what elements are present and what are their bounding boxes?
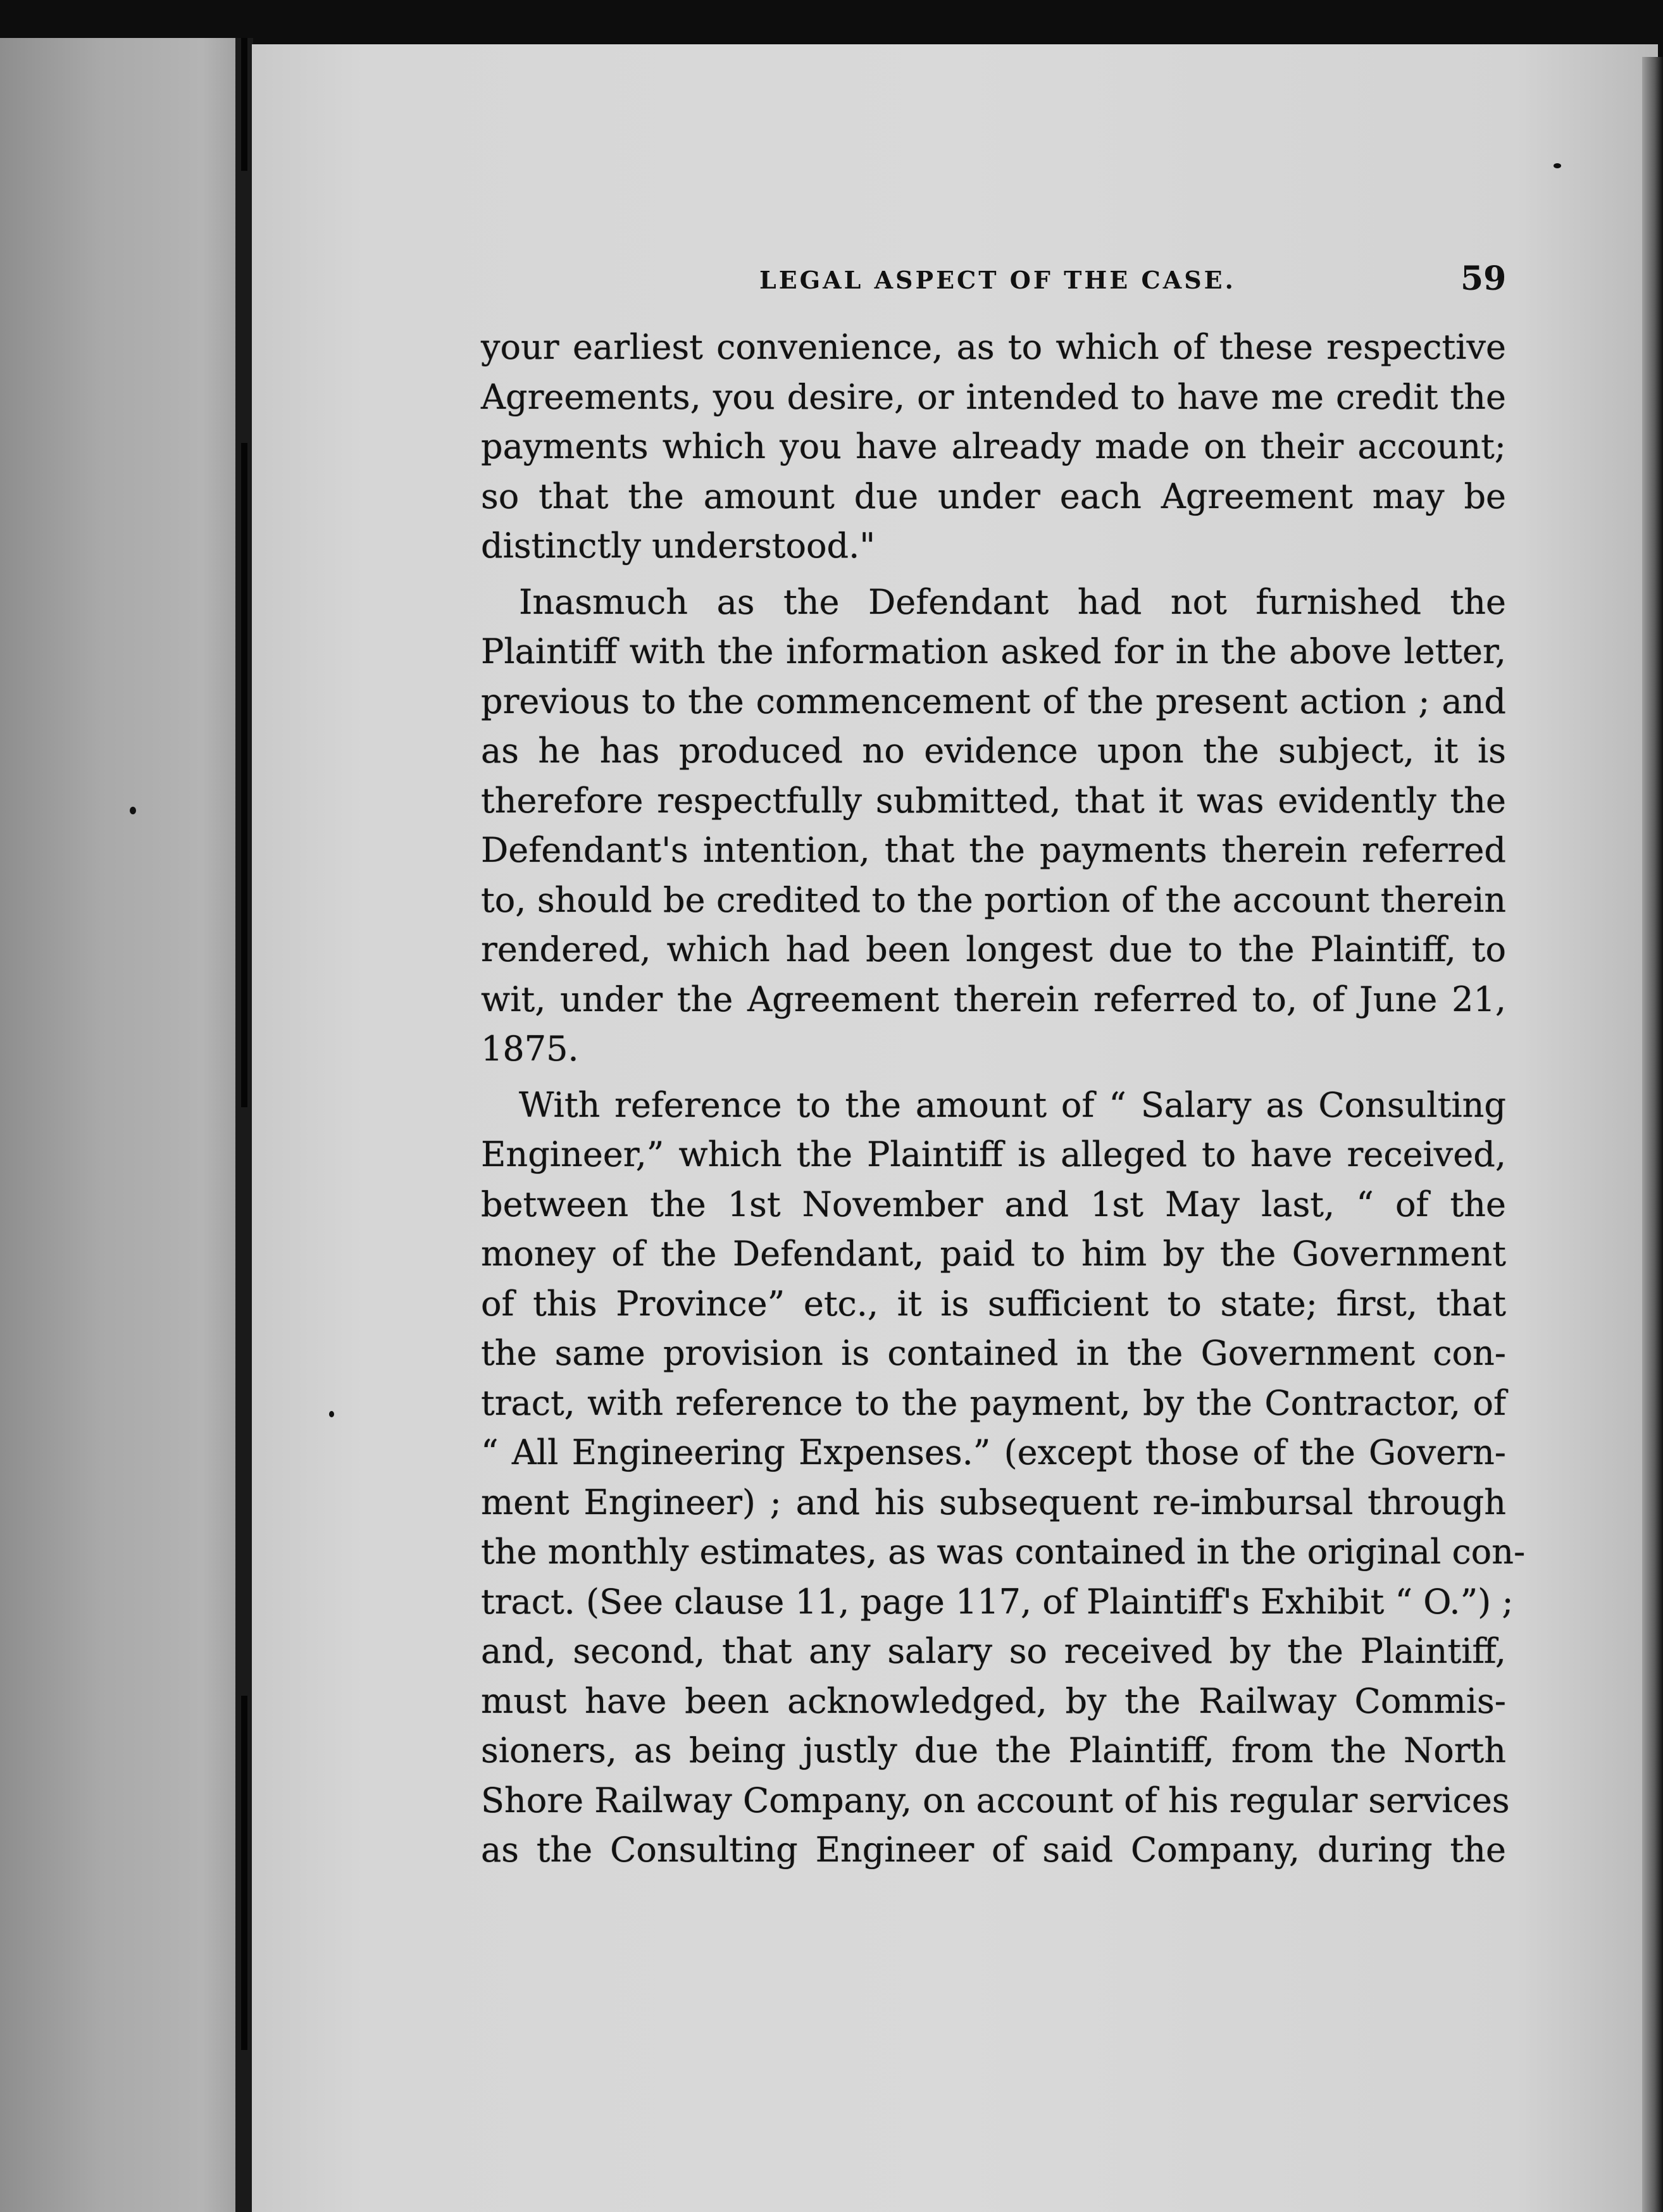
text-line: tract. (See clause 11, page 117, of Plaintiff's Exhibit “ O.”) ; (481, 1581, 1514, 1622)
text-line: “ All Engineering Expenses.” (except those of the Govern- (481, 1432, 1506, 1472)
text-line: 1875. (481, 1029, 579, 1069)
text-line: must have been acknowledged, by the Railway Commis- (481, 1681, 1506, 1721)
binding-stitch (241, 38, 247, 171)
speck (130, 807, 136, 814)
body-text (481, 323, 1526, 1875)
text-line: Engineer,” which the Plaintiff is alleged to have received, (481, 1134, 1506, 1174)
text-line: wit, under the Agreement therein referred to, of June 21, (481, 979, 1506, 1019)
left-page-blank (0, 38, 253, 2212)
text-line: Agreements, you desire, or intended to have me credit the (481, 376, 1506, 417)
text-line: as the Consulting Engineer of said Company, during the (481, 1830, 1506, 1870)
text-line: distinctly understood." (481, 526, 876, 566)
running-head: LEGAL ASPECT OF THE CASE. (759, 266, 1236, 294)
text-line: previous to the commencement of the present action ; and (481, 681, 1506, 721)
text-line: to, should be credited to the portion of the account therein (481, 879, 1506, 920)
text-line: the monthly estimates, as was contained in the original con- (481, 1532, 1526, 1572)
text-line: Plaintiff with the information asked for in the above letter, (481, 631, 1506, 671)
paragraph-start: With reference to the amount of “ Salary as Consulting (519, 1084, 1506, 1125)
text-line: your earliest convenience, as to which of these respective (481, 327, 1506, 367)
text-line: of this Province” etc., it is sufficient to state; first, that (481, 1283, 1506, 1324)
text-line: Shore Railway Company, on account of his regular services (481, 1780, 1510, 1820)
text-line: payments which you have already made on their account; (481, 426, 1506, 466)
text-line: between the 1st November and 1st May last, “ of the (481, 1184, 1506, 1224)
text-line: tract, with reference to the payment, by the Contractor, of (481, 1382, 1506, 1423)
text-line: money of the Defendant, paid to him by the Government (481, 1234, 1506, 1274)
text-line: ment Engineer) ; and his subsequent re-imbursal through (481, 1482, 1506, 1522)
text-line: the same provision is contained in the Government con- (481, 1333, 1506, 1373)
text-line: sioners, as being justly due the Plaintiff, from the North (481, 1730, 1506, 1770)
text-line: therefore respectfully submitted, that it was evidently the (481, 780, 1506, 821)
text-line: so that the amount due under each Agreement may be (481, 476, 1506, 516)
page-edge-shadow (1642, 57, 1663, 2212)
text-line: as he has produced no evidence upon the subject, it is (481, 731, 1506, 771)
binding-stitch (241, 443, 247, 1107)
binding-stitch (241, 1696, 247, 2050)
speck (1554, 163, 1561, 168)
text-line: Defendant's intention, that the payments therein referred (481, 830, 1506, 870)
page-number: 59 (1461, 259, 1507, 298)
paragraph-start: Inasmuch as the Defendant had not furnished the (519, 581, 1506, 622)
text-line: and, second, that any salary so received by the Plaintiff, (481, 1631, 1506, 1671)
speck (329, 1411, 334, 1417)
text-line: rendered, which had been longest due to the Plaintiff, to (481, 929, 1506, 969)
